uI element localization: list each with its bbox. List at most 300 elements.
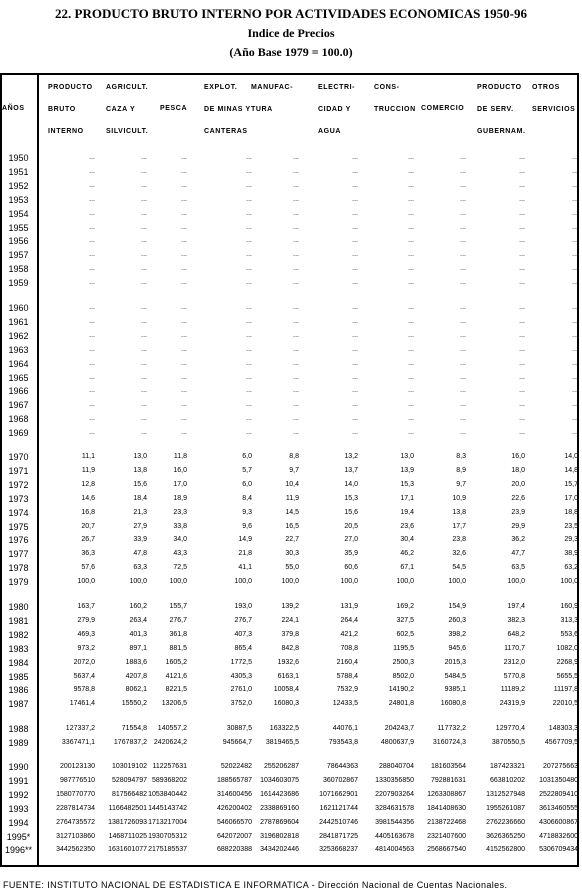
table-cell: ... bbox=[460, 167, 466, 175]
column-header-line: AGRICULT. bbox=[106, 84, 149, 91]
table-cell: 1034603075 bbox=[260, 776, 299, 784]
table-cell: 688220388 bbox=[216, 846, 252, 854]
table-cell: 3981544356 bbox=[375, 818, 414, 826]
column-header-line: ELECTRI- bbox=[318, 84, 356, 91]
table-cell: ... bbox=[246, 331, 252, 339]
table-cell: ... bbox=[89, 265, 95, 273]
table-cell: 276,7 bbox=[234, 616, 252, 624]
table-cell: 30,3 bbox=[285, 550, 299, 558]
table-cell: ... bbox=[89, 304, 95, 311]
table-cell: 8,4 bbox=[242, 494, 252, 502]
table-cell: ... bbox=[460, 251, 466, 259]
column-header-line: COMERCIO bbox=[421, 105, 465, 112]
table-cell: ... bbox=[246, 167, 252, 175]
table-cell: ... bbox=[246, 359, 252, 367]
table-cell: 14,6 bbox=[81, 494, 95, 502]
table-cell: 15,3 bbox=[400, 480, 414, 488]
row-year: 1959 bbox=[8, 278, 29, 289]
table-cell: ... bbox=[352, 331, 358, 339]
table-cell: ... bbox=[519, 209, 525, 217]
table-cell: ... bbox=[181, 373, 187, 381]
row-year: 1977 bbox=[8, 549, 29, 560]
table-cell: 60,6 bbox=[344, 564, 358, 572]
table-cell: 2175185537 bbox=[148, 846, 187, 854]
table-cell: 100,0 bbox=[234, 578, 252, 586]
column-header-line: GUBERNAM. bbox=[477, 128, 526, 135]
table-cell: 30887,5 bbox=[226, 725, 252, 732]
table-cell: 553,6 bbox=[560, 630, 578, 638]
table-cell: ... bbox=[408, 167, 414, 175]
table-cell: ... bbox=[181, 317, 187, 325]
table-cell: 100,0 bbox=[340, 578, 358, 586]
table-cell: 9,3 bbox=[242, 508, 252, 516]
table-cell: ... bbox=[352, 209, 358, 217]
table-cell: 140557,2 bbox=[157, 725, 187, 732]
table-cell: ... bbox=[141, 401, 147, 409]
table-subtitle: Indice de Precios bbox=[247, 26, 335, 40]
table-cell: 22010,5 bbox=[552, 700, 578, 708]
table-cell: ... bbox=[408, 317, 414, 325]
table-cell: ... bbox=[246, 345, 252, 353]
table-cell: 3442562350 bbox=[56, 846, 95, 854]
column-header-line: SILVICULT. bbox=[106, 128, 149, 135]
table-cell: ... bbox=[293, 237, 299, 245]
row-year: 1984 bbox=[8, 657, 29, 668]
table-cell: ... bbox=[181, 387, 187, 395]
table-cell: ... bbox=[519, 373, 525, 381]
table-cell: 16,8 bbox=[81, 508, 95, 516]
table-cell: ... bbox=[141, 331, 147, 339]
row-year: 1995* bbox=[6, 831, 31, 842]
table-cell: 1580770770 bbox=[56, 790, 95, 798]
table-cell: ... bbox=[246, 304, 252, 311]
table-cell: 1932,6 bbox=[277, 658, 299, 666]
table-cell: ... bbox=[293, 317, 299, 325]
table-cell: 14,8 bbox=[564, 466, 578, 474]
table-cell: ... bbox=[181, 359, 187, 367]
table-cell: 63,2 bbox=[564, 564, 578, 572]
table-cell: ... bbox=[519, 359, 525, 367]
table-cell: ... bbox=[89, 401, 95, 409]
table-cell: ... bbox=[293, 279, 299, 287]
table-cell: 100,0 bbox=[129, 578, 147, 586]
table-cell: 1166482501 bbox=[108, 804, 147, 812]
table-cell: ... bbox=[181, 345, 187, 353]
row-year: 1982 bbox=[8, 629, 29, 640]
table-cell: 4305,3 bbox=[230, 672, 252, 680]
column-header-line: CIDAD Y bbox=[318, 106, 351, 113]
row-year: 1962 bbox=[8, 330, 29, 341]
table-cell: 4121,6 bbox=[165, 672, 187, 680]
table-cell: 3253668237 bbox=[319, 846, 358, 854]
row-year: 1963 bbox=[8, 344, 29, 355]
table-cell: 19,4 bbox=[400, 508, 414, 516]
table-cell: 314600456 bbox=[216, 790, 252, 798]
table-cell: 264,4 bbox=[340, 616, 358, 624]
table-cell: ... bbox=[246, 209, 252, 217]
table-cell: 6163,1 bbox=[277, 672, 299, 680]
table-cell: 13,0 bbox=[400, 453, 414, 460]
table-cell: 23,8 bbox=[452, 536, 466, 544]
table-cell: 1195,5 bbox=[393, 644, 414, 652]
table-cell: ... bbox=[89, 223, 95, 231]
table-cell: 188565787 bbox=[216, 776, 252, 784]
table-cell: ... bbox=[408, 181, 414, 189]
table-cell: ... bbox=[181, 331, 187, 339]
table-cell: ... bbox=[246, 415, 252, 423]
table-cell: 3613460555 bbox=[539, 804, 578, 812]
table-cell: ... bbox=[352, 181, 358, 189]
table-cell: 41,1 bbox=[238, 564, 252, 572]
table-cell: ... bbox=[352, 429, 358, 437]
table-cell: 18,0 bbox=[511, 466, 525, 474]
table-cell: 3284631578 bbox=[375, 804, 414, 812]
table-cell: ... bbox=[519, 237, 525, 245]
table-cell: ... bbox=[460, 331, 466, 339]
table-cell: ... bbox=[519, 331, 525, 339]
row-year: 1987 bbox=[8, 699, 29, 710]
table-cell: 8062,1 bbox=[125, 686, 147, 694]
table-cell: ... bbox=[246, 373, 252, 381]
table-cell: 2312,0 bbox=[503, 658, 525, 666]
table-cell: 11,8 bbox=[173, 453, 187, 460]
table-cell: ... bbox=[352, 401, 358, 409]
table-cell: ... bbox=[246, 223, 252, 231]
table-cell: ... bbox=[293, 331, 299, 339]
table-cell: ... bbox=[572, 359, 578, 367]
table-cell: 1614423686 bbox=[260, 790, 299, 798]
table-cell: 3434202446 bbox=[260, 846, 299, 854]
row-year: 1994 bbox=[8, 817, 29, 828]
table-cell: ... bbox=[141, 181, 147, 189]
column-header-line: TRUCCION bbox=[374, 106, 416, 113]
table-cell: 398,2 bbox=[448, 630, 466, 638]
table-cell: 16,0 bbox=[173, 466, 187, 474]
table-cell: 103019102 bbox=[111, 763, 147, 770]
table-cell: 4207,8 bbox=[125, 672, 147, 680]
table-cell: 18,8 bbox=[564, 508, 578, 516]
table-cell: 469,3 bbox=[77, 630, 95, 638]
table-cell: 14190,2 bbox=[388, 686, 414, 694]
table-cell: 163322,5 bbox=[269, 725, 299, 732]
row-year: 1956 bbox=[8, 236, 29, 247]
row-year: 1972 bbox=[8, 479, 29, 490]
table-cell: ... bbox=[408, 209, 414, 217]
table-cell: 279,9 bbox=[77, 616, 95, 624]
table-cell: 8,3 bbox=[456, 453, 466, 460]
table-cell: ... bbox=[293, 387, 299, 395]
table-cell: 2522809410 bbox=[539, 790, 578, 798]
table-cell: 4405163678 bbox=[375, 832, 414, 840]
table-cell: ... bbox=[460, 359, 466, 367]
table-cell: 3626365250 bbox=[486, 832, 525, 840]
table-cell: ... bbox=[460, 223, 466, 231]
row-year: 1968 bbox=[8, 414, 29, 425]
column-header-line: AGUA bbox=[318, 128, 342, 135]
table-cell: 361,8 bbox=[169, 630, 187, 638]
table-cell: 793543,8 bbox=[328, 738, 358, 746]
table-cell: ... bbox=[460, 304, 466, 311]
table-cell: ... bbox=[293, 359, 299, 367]
table-cell: ... bbox=[293, 154, 299, 161]
table-cell: 155,7 bbox=[169, 603, 187, 610]
table-cell: 4800637,9 bbox=[380, 738, 414, 746]
table-cell: 9578,8 bbox=[73, 686, 95, 694]
table-cell: ... bbox=[181, 401, 187, 409]
table-cell: ... bbox=[519, 167, 525, 175]
table-cell: ... bbox=[246, 195, 252, 203]
table-cell: 1445143742 bbox=[148, 804, 187, 812]
table-cell: ... bbox=[460, 415, 466, 423]
table-cell: ... bbox=[293, 345, 299, 353]
table-cell: 3819465,5 bbox=[265, 738, 299, 746]
row-year: 1960 bbox=[8, 303, 29, 313]
table-cell: 169,2 bbox=[396, 603, 414, 610]
table-cell: ... bbox=[89, 209, 95, 217]
table-cell: ... bbox=[89, 195, 95, 203]
table-cell: ... bbox=[519, 304, 525, 311]
table-cell: 29,3 bbox=[564, 536, 578, 544]
table-cell: 987776510 bbox=[59, 776, 95, 784]
table-cell: ... bbox=[181, 195, 187, 203]
table-cell: 1605,2 bbox=[165, 658, 187, 666]
table-cell: 1767837,2 bbox=[113, 738, 147, 746]
table-cell: 4306600867 bbox=[539, 818, 578, 826]
table-cell: ... bbox=[89, 181, 95, 189]
table-cell: ... bbox=[181, 279, 187, 287]
table-cell: 10,9 bbox=[452, 494, 466, 502]
table-cell: ... bbox=[181, 304, 187, 311]
table-cell: 14,5 bbox=[285, 508, 299, 516]
table-cell: ... bbox=[141, 317, 147, 325]
table-cell: 16080,3 bbox=[273, 700, 299, 708]
table-cell: 4814004563 bbox=[375, 846, 414, 854]
table-cell: ... bbox=[519, 279, 525, 287]
table-cell: 139,2 bbox=[281, 603, 299, 610]
table-cell: 15,6 bbox=[133, 480, 147, 488]
table-cell: ... bbox=[519, 223, 525, 231]
table-cell: 17,1 bbox=[400, 494, 414, 502]
table-cell: ... bbox=[352, 317, 358, 325]
table-cell: 1772,5 bbox=[230, 658, 252, 666]
table-cell: ... bbox=[352, 154, 358, 161]
table-cell: ... bbox=[246, 279, 252, 287]
table-cell: ... bbox=[460, 373, 466, 381]
column-header-line: MANUFAC- bbox=[251, 84, 294, 91]
table-cell: 127337,2 bbox=[65, 725, 95, 732]
table-cell: ... bbox=[352, 279, 358, 287]
table-cell: ... bbox=[141, 167, 147, 175]
table-cell: 881,5 bbox=[169, 644, 187, 652]
table-cell: ... bbox=[572, 223, 578, 231]
table-cell: 47,8 bbox=[133, 550, 147, 558]
table-cell: ... bbox=[408, 223, 414, 231]
table-cell: ... bbox=[572, 429, 578, 437]
table-cell: ... bbox=[141, 154, 147, 161]
table-cell: 973,2 bbox=[77, 644, 95, 652]
column-header-line: EXPLOT. bbox=[204, 84, 238, 91]
table-cell: ... bbox=[89, 237, 95, 245]
column-header-line: PRODUCTO bbox=[477, 84, 522, 91]
table-cell: ... bbox=[408, 251, 414, 259]
row-year: 1971 bbox=[8, 465, 29, 476]
table-cell: ... bbox=[519, 429, 525, 437]
table-cell: 589368202 bbox=[151, 776, 187, 784]
table-cell: ... bbox=[181, 181, 187, 189]
table-cell: ... bbox=[572, 209, 578, 217]
row-year: 1955 bbox=[8, 222, 29, 233]
table-cell: ... bbox=[246, 181, 252, 189]
table-cell: 2762236660 bbox=[486, 818, 525, 826]
table-cell: 11,9 bbox=[285, 494, 299, 502]
table-cell: 100,0 bbox=[169, 578, 187, 586]
table-cell: 15,7 bbox=[564, 480, 578, 488]
table-cell: ... bbox=[519, 387, 525, 395]
table-cell: 27,9 bbox=[133, 522, 147, 530]
table-cell: 263,4 bbox=[129, 616, 147, 624]
table-cell: 129770,4 bbox=[495, 725, 525, 732]
table-cell: ... bbox=[293, 167, 299, 175]
table-cell: 5,7 bbox=[242, 466, 252, 474]
table-cell: ... bbox=[352, 415, 358, 423]
table-cell: ... bbox=[408, 154, 414, 161]
table-cell: 360702867 bbox=[322, 776, 358, 784]
table-cell: 3127103860 bbox=[56, 832, 95, 840]
table-cell: ... bbox=[89, 387, 95, 395]
table-cell: ... bbox=[352, 167, 358, 175]
table-cell: 1841408630 bbox=[427, 804, 466, 812]
table-cell: 15550,2 bbox=[121, 700, 147, 708]
table-cell: ... bbox=[89, 251, 95, 259]
table-cell: ... bbox=[460, 317, 466, 325]
table-cell: 5484,5 bbox=[444, 672, 466, 680]
table-cell: 842,8 bbox=[281, 644, 299, 652]
table-cell: 1082,0 bbox=[556, 644, 578, 652]
table-cell: 197,4 bbox=[507, 603, 525, 610]
table-cell: ... bbox=[141, 345, 147, 353]
table-cell: ... bbox=[460, 345, 466, 353]
table-cell: 100,0 bbox=[396, 578, 414, 586]
row-year: 1953 bbox=[8, 194, 29, 205]
table-cell: 2268,9 bbox=[556, 658, 578, 666]
table-cell: ... bbox=[293, 429, 299, 437]
table-cell: ... bbox=[408, 345, 414, 353]
table-cell: 5655,5 bbox=[556, 672, 578, 680]
table-cell: 16,0 bbox=[511, 453, 525, 460]
table-cell: ... bbox=[89, 373, 95, 381]
table-cell: 2015,3 bbox=[444, 658, 466, 666]
table-cell: 193,0 bbox=[234, 603, 252, 610]
table-cell: 100,0 bbox=[281, 578, 299, 586]
table-cell: ... bbox=[572, 251, 578, 259]
row-year: 1964 bbox=[8, 358, 29, 369]
table-cell: 112257631 bbox=[152, 763, 187, 770]
table-cell: ... bbox=[352, 251, 358, 259]
column-header-line: OTROS bbox=[532, 84, 560, 91]
table-cell: ... bbox=[89, 345, 95, 353]
table-cell: ... bbox=[293, 304, 299, 311]
table-cell: 11,1 bbox=[81, 453, 95, 460]
table-cell: 47,7 bbox=[511, 550, 525, 558]
table-cell: ... bbox=[293, 251, 299, 259]
table-cell: 1053840442 bbox=[148, 790, 187, 798]
table-cell: ... bbox=[246, 317, 252, 325]
table-cell: 15,3 bbox=[344, 494, 358, 502]
row-year: 1990 bbox=[8, 762, 29, 772]
table-cell: 12,8 bbox=[81, 480, 95, 488]
table-cell: 15,6 bbox=[344, 508, 358, 516]
table-cell: 528094797 bbox=[111, 776, 147, 784]
table-cell: 642072007 bbox=[216, 832, 252, 840]
table-cell: 9,7 bbox=[456, 480, 466, 488]
table-cell: 897,1 bbox=[129, 644, 147, 652]
table-cell: ... bbox=[141, 223, 147, 231]
table-cell: 13206,5 bbox=[161, 700, 187, 708]
row-year: 1954 bbox=[8, 208, 29, 219]
source-note: FUENTE: INSTITUTO NACIONAL DE ESTADISTICA E INFORMATICA - Dirección Nacional de Cuentas Nacionales. bbox=[3, 880, 508, 890]
table-cell: 7532,9 bbox=[336, 686, 358, 694]
table-cell: 55,0 bbox=[285, 564, 299, 572]
table-cell: 23,5 bbox=[564, 522, 578, 530]
table-cell: 382,3 bbox=[507, 616, 525, 624]
table-cell: 30,4 bbox=[400, 536, 414, 544]
table-cell: ... bbox=[181, 265, 187, 273]
row-year: 1989 bbox=[8, 737, 29, 748]
table-cell: ... bbox=[293, 265, 299, 273]
table-cell: ... bbox=[352, 387, 358, 395]
table-cell: 2500,3 bbox=[392, 658, 414, 666]
table-cell: 187423321 bbox=[489, 763, 525, 770]
table-cell: ... bbox=[293, 401, 299, 409]
table-cell: 14,9 bbox=[238, 536, 252, 544]
table-cell: ... bbox=[89, 317, 95, 325]
table-cell: 2072,0 bbox=[73, 658, 95, 666]
table-cell: 154,9 bbox=[448, 603, 466, 610]
row-year: 1992 bbox=[8, 789, 29, 800]
table-cell: ... bbox=[572, 181, 578, 189]
table-cell: ... bbox=[246, 429, 252, 437]
table-cell: 100,0 bbox=[560, 578, 578, 586]
table-cell: 1263308867 bbox=[427, 790, 466, 798]
table-cell: 17,7 bbox=[452, 522, 466, 530]
table-cell: ... bbox=[89, 429, 95, 437]
row-year: 1973 bbox=[8, 493, 29, 504]
table-cell: 17461,4 bbox=[69, 700, 95, 708]
table-cell: 23,3 bbox=[173, 508, 187, 516]
table-cell: ... bbox=[141, 251, 147, 259]
table-cell: ... bbox=[141, 209, 147, 217]
table-cell: ... bbox=[572, 331, 578, 339]
table-cell: 421,2 bbox=[340, 630, 358, 638]
table-cell: ... bbox=[572, 304, 578, 311]
table-cell: 1621121744 bbox=[319, 804, 358, 812]
table-cell: 21,3 bbox=[133, 508, 147, 516]
table-cell: 24319,9 bbox=[499, 700, 525, 708]
table-cell: 5788,4 bbox=[336, 672, 358, 680]
table-cell: 18,9 bbox=[173, 494, 187, 502]
table-cell: 1330356850 bbox=[375, 776, 414, 784]
table-cell: ... bbox=[141, 265, 147, 273]
table-cell: ... bbox=[181, 415, 187, 423]
table-cell: ... bbox=[460, 387, 466, 395]
table-cell: 63,5 bbox=[511, 564, 525, 572]
table-cell: 163,7 bbox=[77, 603, 95, 610]
table-cell: 4718832600 bbox=[539, 832, 578, 840]
table-cell: ... bbox=[572, 373, 578, 381]
column-header-line: CONS- bbox=[374, 84, 400, 91]
table-cell: ... bbox=[293, 415, 299, 423]
table-cell: 36,3 bbox=[81, 550, 95, 558]
